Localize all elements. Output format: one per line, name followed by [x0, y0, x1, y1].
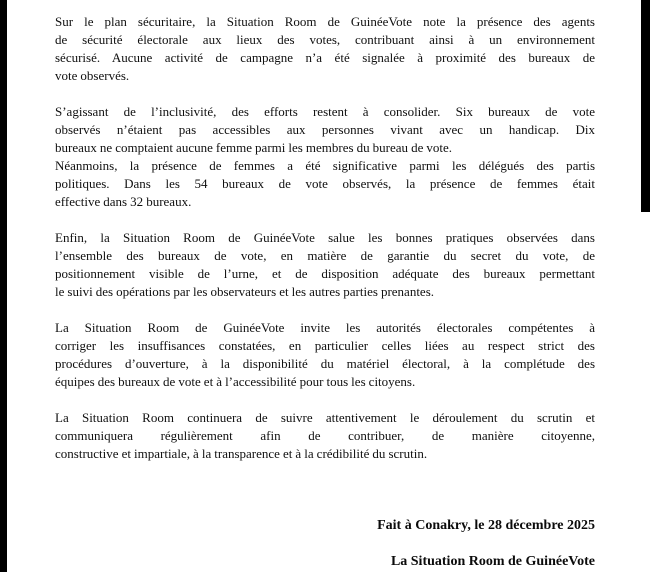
- text-line: Sur le plan sécuritaire, la Situation Room de GuinéeVote note la présence des agents: [55, 14, 595, 29]
- text-line: La Situation Room continuera de suivre attentivement le déroulement du scrutin et: [55, 410, 595, 425]
- text-line: La Situation Room de GuinéeVote invite les autorités électorales compétentes à: [55, 320, 595, 335]
- text-line: bureaux ne comptaient aucune femme parmi les membres du bureau de vote.: [55, 140, 453, 155]
- document-paragraphs: [55, 13, 595, 463]
- text-line: procédures d’ouverture, à la disponibilité du matériel électoral, à la complétude des: [55, 356, 595, 371]
- place-date-line: Fait à Conakry, le 28 décembre 2025: [377, 518, 595, 533]
- text-line: S’agissant de l’inclusivité, des efforts restent à consolider. Six bureaux de vote: [55, 104, 595, 119]
- text-line: observés n’étaient pas accessibles aux personnes vivant avec un handicap. Dix: [55, 122, 595, 137]
- text-line: constructive et impartiale, à la transparence et à la crédibilité du scrutin.: [55, 446, 428, 461]
- left-edge-bar: [0, 0, 7, 572]
- paragraph: [55, 13, 595, 85]
- text-line: sécurisé. Aucune activité de campagne n’a été signalée à proximité des bureaux de: [55, 50, 595, 65]
- document-page: [55, 13, 595, 571]
- signature-line: La Situation Room de GuinéeVote: [390, 554, 595, 569]
- text-line: équipes des bureaux de vote et à l’accessibilité pour tous les citoyens.: [55, 374, 416, 389]
- paragraph: [55, 229, 595, 301]
- paragraph: [55, 319, 595, 391]
- document-signoff: [55, 517, 595, 571]
- paragraph: [55, 103, 595, 157]
- paragraph: [55, 409, 595, 463]
- text-line: de sécurité électorale aux lieux des votes, contribuant ainsi à un environnement: [55, 32, 595, 47]
- paragraph: [55, 157, 595, 211]
- text-line: politiques. Dans les 54 bureaux de vote observés, la présence de femmes était: [55, 176, 595, 191]
- right-edge-bar: [641, 0, 650, 212]
- text-line: l’ensemble des bureaux de vote, en matière de garantie du secret du vote, de: [55, 248, 595, 263]
- text-line: positionnement visible de l’urne, et de disposition adéquate des bureaux permettant: [55, 266, 595, 281]
- text-line: communiquera régulièrement afin de contribuer, de manière citoyenne,: [55, 428, 595, 443]
- text-line: Néanmoins, la présence de femmes a été significative parmi les délégués des partis: [55, 158, 595, 173]
- text-line: effective dans 32 bureaux.: [55, 194, 192, 209]
- text-line: le suivi des opérations par les observateurs et les autres parties prenantes.: [55, 284, 435, 299]
- text-line: Enfin, la Situation Room de GuinéeVote salue les bonnes pratiques observées dans: [55, 230, 595, 245]
- text-line: vote observés.: [55, 68, 130, 83]
- text-line: corriger les insuffisances constatées, en particulier celles liées au respect strict des: [55, 338, 595, 353]
